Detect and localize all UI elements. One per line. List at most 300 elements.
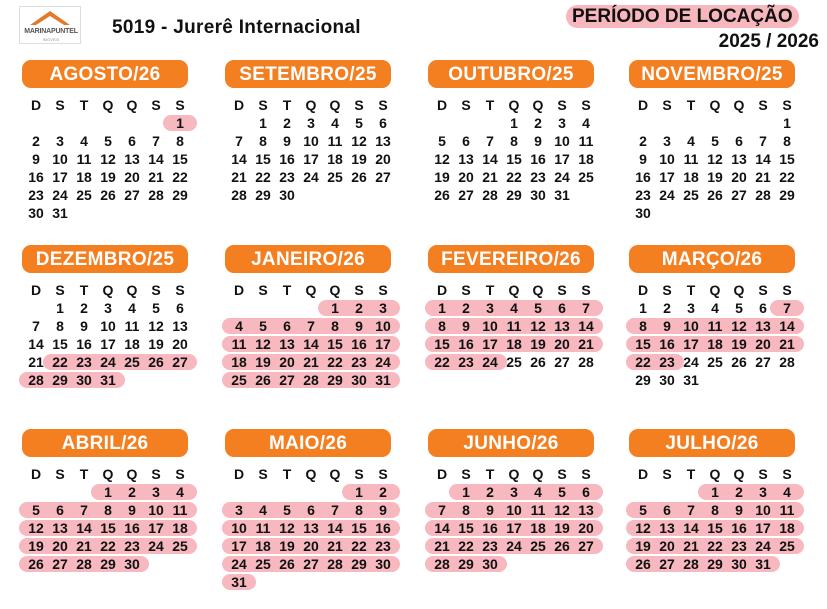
weekday-label: Q — [126, 466, 138, 482]
day-cell: 11 — [327, 133, 343, 149]
day-cell: 17 — [659, 169, 675, 185]
day-cell: 15 — [100, 520, 116, 536]
day-cell: 22 — [100, 538, 116, 554]
day-cell: 1 — [355, 484, 363, 500]
day-cell: 28 — [578, 354, 594, 370]
month-calendar — [631, 60, 799, 240]
weekday-label: Q — [305, 282, 317, 298]
day-cell: 19 — [255, 354, 271, 370]
weekday-label: Q — [508, 466, 520, 482]
day-cell: 6 — [176, 300, 184, 316]
day-cell: 27 — [755, 354, 771, 370]
day-cell: 17 — [231, 538, 247, 554]
day-cell: 16 — [458, 336, 474, 352]
weekday-label: D — [233, 466, 245, 482]
day-cell: 3 — [558, 115, 566, 131]
day-cell: 26 — [148, 354, 164, 370]
weekday-label: S — [461, 466, 471, 482]
weekday-label: S — [55, 466, 65, 482]
day-cell: 4 — [80, 133, 88, 149]
day-cell: 16 — [279, 151, 295, 167]
month-calendar — [430, 60, 598, 240]
day-cell: 14 — [578, 318, 594, 334]
day-cell: 31 — [231, 574, 247, 590]
day-cell: 14 — [76, 520, 92, 536]
weekday-label: S — [378, 97, 388, 113]
day-cell: 10 — [148, 502, 164, 518]
day-cell: 9 — [80, 318, 88, 334]
day-cell: 21 — [434, 538, 450, 554]
day-cell: 10 — [52, 151, 68, 167]
day-cell: 8 — [711, 502, 719, 518]
day-cell: 15 — [635, 336, 651, 352]
period-years: 2025 / 2026 — [718, 31, 819, 52]
weekday-label: T — [485, 97, 495, 113]
day-cell: 10 — [506, 502, 522, 518]
month-header: AGOSTO/26 — [22, 60, 188, 88]
day-cell: 12 — [100, 151, 116, 167]
day-cell: 21 — [76, 538, 92, 554]
month-calendar — [24, 245, 192, 425]
logo-sub-text: IMÓVEIS — [42, 37, 60, 42]
weekday-label: T — [485, 282, 495, 298]
day-cell: 13 — [172, 318, 188, 334]
day-cell: 5 — [558, 484, 566, 500]
day-cell: 31 — [683, 372, 699, 388]
day-cell: 26 — [731, 354, 747, 370]
day-cell: 12 — [554, 502, 570, 518]
property-title: 5019 - Jurerê Internacional — [112, 17, 361, 38]
day-cell: 18 — [172, 520, 188, 536]
day-cell: 6 — [759, 300, 767, 316]
day-cell: 21 — [303, 354, 319, 370]
day-cell: 1 — [176, 115, 184, 131]
day-cell: 28 — [779, 354, 795, 370]
day-cell: 14 — [28, 336, 44, 352]
day-cell: 27 — [124, 187, 140, 203]
day-cell: 3 — [759, 484, 767, 500]
day-cell: 24 — [755, 538, 771, 554]
day-cell: 28 — [148, 187, 164, 203]
day-cell: 1 — [259, 115, 267, 131]
day-cell: 28 — [28, 372, 44, 388]
day-cell: 21 — [755, 169, 771, 185]
day-cell: 25 — [506, 354, 522, 370]
day-cell: 24 — [100, 354, 116, 370]
day-cell: 26 — [100, 187, 116, 203]
weekday-label: S — [354, 466, 364, 482]
day-cell: 14 — [683, 520, 699, 536]
day-cell: 24 — [506, 538, 522, 554]
day-cell: 23 — [124, 538, 140, 554]
period-label: PERÍODO DE LOCAÇÃO — [566, 5, 799, 28]
month-calendar — [227, 60, 395, 240]
day-cell: 10 — [554, 133, 570, 149]
day-cell: 29 — [458, 556, 474, 572]
day-cell: 5 — [438, 133, 446, 149]
weekday-label: S — [354, 282, 364, 298]
day-cell: 17 — [52, 169, 68, 185]
day-cell: 10 — [100, 318, 116, 334]
day-cell: 31 — [755, 556, 771, 572]
weekday-label: D — [233, 282, 245, 298]
day-cell: 16 — [351, 336, 367, 352]
weekday-label: S — [581, 97, 591, 113]
day-cell: 25 — [707, 354, 723, 370]
day-cell: 9 — [379, 502, 387, 518]
day-cell: 2 — [735, 484, 743, 500]
day-cell: 21 — [28, 354, 44, 370]
day-cell: 2 — [486, 484, 494, 500]
day-cell: 23 — [279, 169, 295, 185]
month-header: SETEMBRO/25 — [225, 60, 391, 88]
weekday-label: D — [637, 466, 649, 482]
day-cell: 21 — [683, 538, 699, 554]
weekday-label: D — [436, 466, 448, 482]
weekday-label: S — [151, 97, 161, 113]
day-cell: 20 — [731, 169, 747, 185]
day-cell: 27 — [279, 372, 295, 388]
day-cell: 25 — [172, 538, 188, 554]
day-cell: 3 — [687, 300, 695, 316]
day-cell: 16 — [76, 336, 92, 352]
day-cell: 6 — [558, 300, 566, 316]
day-cell: 20 — [659, 538, 675, 554]
day-cell: 6 — [735, 133, 743, 149]
month-calendar — [227, 429, 395, 609]
day-cell: 31 — [100, 372, 116, 388]
weekday-label: S — [175, 466, 185, 482]
day-cell: 13 — [52, 520, 68, 536]
weekday-label: S — [758, 97, 768, 113]
month-calendar — [631, 245, 799, 425]
day-cell: 16 — [530, 151, 546, 167]
weekday-label: D — [30, 282, 42, 298]
day-cell: 21 — [327, 538, 343, 554]
day-cell: 11 — [124, 318, 140, 334]
day-cell: 8 — [176, 133, 184, 149]
day-cell: 24 — [683, 354, 699, 370]
day-cell: 21 — [148, 169, 164, 185]
day-cell: 7 — [331, 502, 339, 518]
day-cell: 18 — [124, 336, 140, 352]
day-cell: 8 — [104, 502, 112, 518]
day-cell: 25 — [231, 372, 247, 388]
weekday-label: T — [485, 466, 495, 482]
day-cell: 3 — [486, 300, 494, 316]
month-header: FEVEREIRO/26 — [428, 245, 594, 273]
weekday-label: Q — [329, 282, 341, 298]
day-cell: 10 — [231, 520, 247, 536]
day-cell: 29 — [100, 556, 116, 572]
day-cell: 19 — [100, 169, 116, 185]
weekday-label: Q — [102, 466, 114, 482]
day-cell: 12 — [148, 318, 164, 334]
day-cell: 2 — [32, 133, 40, 149]
day-cell: 23 — [351, 354, 367, 370]
day-cell: 23 — [659, 354, 675, 370]
day-cell: 28 — [755, 187, 771, 203]
day-cell: 1 — [331, 300, 339, 316]
weekday-label: S — [258, 97, 268, 113]
day-cell: 22 — [351, 538, 367, 554]
weekday-label: S — [581, 282, 591, 298]
day-cell: 1 — [639, 300, 647, 316]
day-cell: 3 — [379, 300, 387, 316]
month-calendar — [631, 429, 799, 609]
day-cell: 15 — [255, 151, 271, 167]
weekday-label: S — [175, 97, 185, 113]
day-cell: 5 — [104, 133, 112, 149]
day-cell: 25 — [327, 169, 343, 185]
day-cell: 4 — [235, 318, 243, 334]
day-cell: 1 — [510, 115, 518, 131]
day-cell: 19 — [554, 520, 570, 536]
day-cell: 19 — [351, 151, 367, 167]
day-cell: 20 — [303, 538, 319, 554]
weekday-label: S — [378, 466, 388, 482]
day-cell: 2 — [283, 115, 291, 131]
day-cell: 2 — [355, 300, 363, 316]
day-cell: 26 — [28, 556, 44, 572]
day-cell: 11 — [683, 151, 699, 167]
day-cell: 9 — [128, 502, 136, 518]
weekday-label: S — [782, 282, 792, 298]
day-cell: 17 — [755, 520, 771, 536]
weekday-label: Q — [709, 282, 721, 298]
day-cell: 29 — [707, 556, 723, 572]
weekday-label: S — [782, 466, 792, 482]
weekday-label: S — [662, 97, 672, 113]
day-cell: 10 — [683, 318, 699, 334]
day-cell: 22 — [779, 169, 795, 185]
weekday-label: D — [637, 282, 649, 298]
weekday-label: T — [79, 282, 89, 298]
day-cell: 9 — [639, 151, 647, 167]
day-cell: 30 — [279, 187, 295, 203]
day-cell: 30 — [76, 372, 92, 388]
day-cell: 29 — [506, 187, 522, 203]
day-cell: 25 — [76, 187, 92, 203]
month-header: JUNHO/26 — [428, 429, 594, 457]
day-cell: 1 — [783, 115, 791, 131]
day-cell: 5 — [711, 133, 719, 149]
month-header: OUTUBRO/25 — [428, 60, 594, 88]
weekday-label: Q — [508, 282, 520, 298]
weekday-label: T — [282, 466, 292, 482]
day-cell: 13 — [375, 133, 391, 149]
day-cell: 3 — [510, 484, 518, 500]
day-cell: 10 — [482, 318, 498, 334]
month-calendar — [24, 429, 192, 609]
day-cell: 4 — [783, 484, 791, 500]
day-cell: 8 — [783, 133, 791, 149]
day-cell: 26 — [255, 372, 271, 388]
day-cell: 12 — [351, 133, 367, 149]
day-cell: 19 — [148, 336, 164, 352]
day-cell: 12 — [255, 336, 271, 352]
day-cell: 11 — [506, 318, 522, 334]
day-cell: 18 — [231, 354, 247, 370]
weekday-label: S — [175, 282, 185, 298]
day-cell: 29 — [779, 187, 795, 203]
day-cell: 1 — [104, 484, 112, 500]
day-cell: 26 — [554, 538, 570, 554]
month-calendar — [430, 429, 598, 609]
day-cell: 9 — [355, 318, 363, 334]
day-cell: 24 — [303, 169, 319, 185]
day-cell: 20 — [458, 169, 474, 185]
logo-brand-text: MARINAPUNTEL — [24, 28, 78, 35]
weekday-label: S — [557, 97, 567, 113]
day-cell: 3 — [307, 115, 315, 131]
day-cell: 22 — [707, 538, 723, 554]
day-cell: 27 — [303, 556, 319, 572]
day-cell: 15 — [779, 151, 795, 167]
day-cell: 3 — [56, 133, 64, 149]
company-logo — [19, 6, 81, 44]
day-cell: 14 — [231, 151, 247, 167]
month-header: DEZEMBRO/25 — [22, 245, 188, 273]
day-cell: 23 — [482, 538, 498, 554]
day-cell: 12 — [28, 520, 44, 536]
month-header: JANEIRO/26 — [225, 245, 391, 273]
weekday-label: Q — [102, 97, 114, 113]
day-cell: 22 — [327, 354, 343, 370]
day-cell: 17 — [482, 336, 498, 352]
day-cell: 14 — [148, 151, 164, 167]
day-cell: 13 — [279, 336, 295, 352]
day-cell: 24 — [52, 187, 68, 203]
day-cell: 29 — [255, 187, 271, 203]
day-cell: 19 — [707, 169, 723, 185]
day-cell: 18 — [327, 151, 343, 167]
weekday-label: Q — [532, 282, 544, 298]
day-cell: 23 — [375, 538, 391, 554]
day-cell: 22 — [458, 538, 474, 554]
day-cell: 24 — [148, 538, 164, 554]
day-cell: 29 — [327, 372, 343, 388]
day-cell: 23 — [635, 187, 651, 203]
weekday-label: D — [233, 97, 245, 113]
day-cell: 25 — [683, 187, 699, 203]
day-cell: 4 — [510, 300, 518, 316]
day-cell: 14 — [755, 151, 771, 167]
day-cell: 29 — [635, 372, 651, 388]
day-cell: 22 — [52, 354, 68, 370]
day-cell: 14 — [482, 151, 498, 167]
day-cell: 20 — [554, 336, 570, 352]
day-cell: 26 — [635, 556, 651, 572]
day-cell: 21 — [482, 169, 498, 185]
day-cell: 7 — [783, 300, 791, 316]
day-cell: 16 — [375, 520, 391, 536]
day-cell: 17 — [100, 336, 116, 352]
day-cell: 17 — [303, 151, 319, 167]
day-cell: 28 — [482, 187, 498, 203]
day-cell: 30 — [530, 187, 546, 203]
day-cell: 4 — [687, 133, 695, 149]
day-cell: 22 — [635, 354, 651, 370]
weekday-label: T — [686, 466, 696, 482]
day-cell: 29 — [172, 187, 188, 203]
day-cell: 26 — [351, 169, 367, 185]
month-calendar — [24, 60, 192, 240]
month-calendar — [227, 245, 395, 425]
day-cell: 11 — [231, 336, 247, 352]
day-cell: 8 — [462, 502, 470, 518]
day-cell: 10 — [659, 151, 675, 167]
day-cell: 28 — [434, 556, 450, 572]
day-cell: 5 — [355, 115, 363, 131]
day-cell: 20 — [375, 151, 391, 167]
day-cell: 23 — [76, 354, 92, 370]
day-cell: 3 — [104, 300, 112, 316]
day-cell: 6 — [128, 133, 136, 149]
day-cell: 15 — [434, 336, 450, 352]
weekday-label: S — [461, 282, 471, 298]
weekday-label: T — [282, 97, 292, 113]
weekday-label: S — [782, 97, 792, 113]
day-cell: 2 — [639, 133, 647, 149]
month-header: MARÇO/26 — [629, 245, 795, 273]
day-cell: 8 — [510, 133, 518, 149]
day-cell: 16 — [482, 520, 498, 536]
day-cell: 6 — [56, 502, 64, 518]
day-cell: 5 — [534, 300, 542, 316]
day-cell: 5 — [283, 502, 291, 518]
day-cell: 1 — [462, 484, 470, 500]
day-cell: 29 — [351, 556, 367, 572]
day-cell: 28 — [327, 556, 343, 572]
day-cell: 22 — [172, 169, 188, 185]
weekday-label: S — [461, 97, 471, 113]
day-cell: 2 — [80, 300, 88, 316]
day-cell: 27 — [172, 354, 188, 370]
day-cell: 6 — [582, 484, 590, 500]
day-cell: 2 — [462, 300, 470, 316]
day-cell: 5 — [735, 300, 743, 316]
day-cell: 5 — [259, 318, 267, 334]
day-cell: 21 — [779, 336, 795, 352]
day-cell: 20 — [279, 354, 295, 370]
weekday-label: Q — [305, 466, 317, 482]
day-cell: 17 — [554, 151, 570, 167]
day-cell: 12 — [635, 520, 651, 536]
day-cell: 28 — [303, 372, 319, 388]
day-cell: 26 — [279, 556, 295, 572]
day-cell: 15 — [458, 520, 474, 536]
day-cell: 9 — [534, 133, 542, 149]
day-cell: 20 — [52, 538, 68, 554]
day-cell: 25 — [779, 538, 795, 554]
day-cell: 19 — [635, 538, 651, 554]
day-cell: 16 — [28, 169, 44, 185]
weekday-label: S — [151, 466, 161, 482]
day-cell: 30 — [28, 205, 44, 221]
day-cell: 23 — [530, 169, 546, 185]
day-cell: 5 — [639, 502, 647, 518]
weekday-label: S — [55, 97, 65, 113]
day-cell: 9 — [663, 318, 671, 334]
day-cell: 27 — [578, 538, 594, 554]
day-cell: 15 — [327, 336, 343, 352]
day-cell: 18 — [578, 151, 594, 167]
day-cell: 6 — [283, 318, 291, 334]
weekday-label: S — [258, 282, 268, 298]
month-header: MAIO/26 — [225, 429, 391, 457]
day-cell: 11 — [255, 520, 271, 536]
